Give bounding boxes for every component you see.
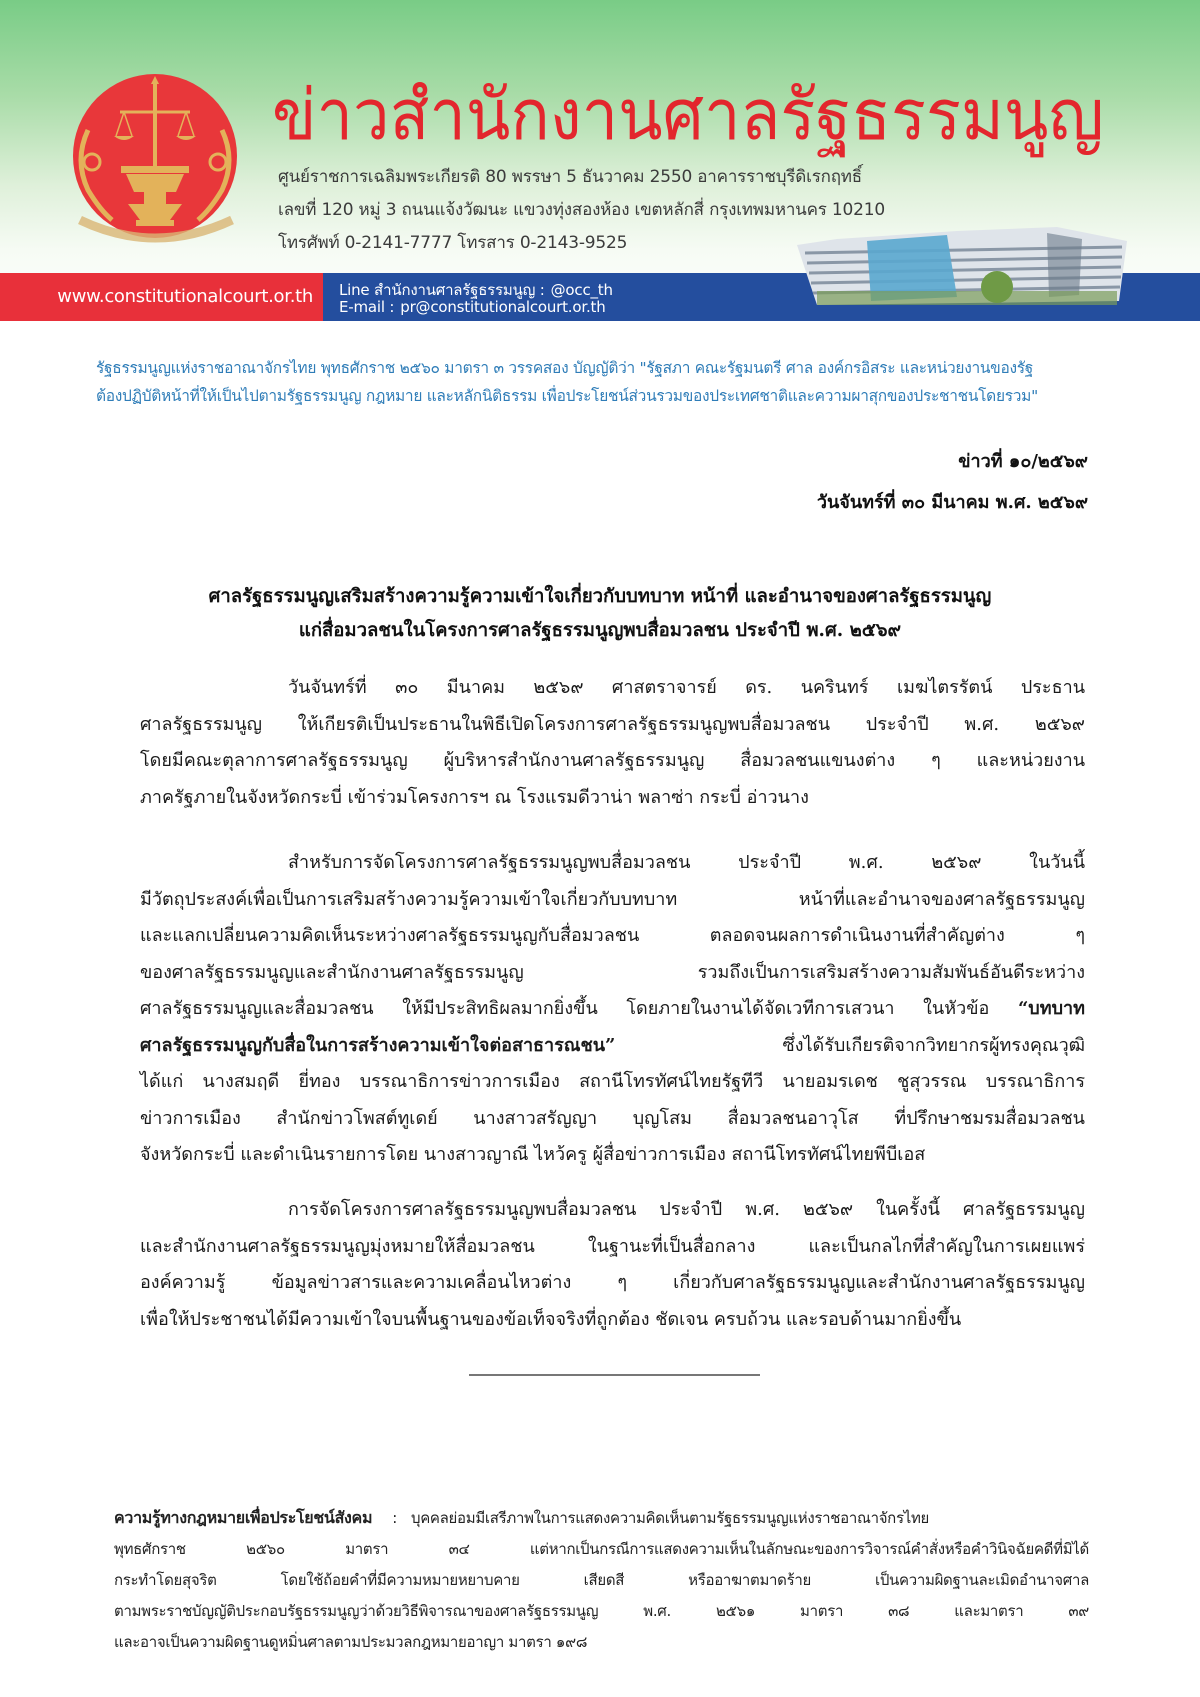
- paragraph-line: มีวัตถุประสงค์เพื่อเป็นการเสริมสร้างความรู้ความเข้าใจเกี่ยวกับบทบาท หน้าที่และอำนาจของศาลรัฐธรรมนูญ: [140, 888, 1085, 910]
- paragraph-line: และสำนักงานศาลรัฐธรรมนูญมุ่งหมายให้สื่อมวลชน ในฐานะที่เป็นสื่อกลาง และเป็นกลไกที่สำคัญในการเผยแพร่: [140, 1235, 1085, 1257]
- news-headline: [120, 580, 1080, 648]
- footnote-line: ตามพระราชบัญญัติประกอบรัฐธรรมนูญว่าด้วยวิธีพิจารณาของศาลรัฐธรรมนูญ พ.ศ. ๒๕๖๑ มาตรา ๓๘ และมาตรา ๓๙: [114, 1602, 1089, 1620]
- quote-line-2: ต้องปฏิบัติหน้าที่ให้เป็นไปตามรัฐธรรมนูญ กฎหมาย และหลักนิติธรรม เพื่อประโยชน์ส่วนรวมของประเทศชาติและความผาสุกของประชาชนโดยรวม": [96, 387, 1038, 405]
- end-divider: [469, 1374, 760, 1376]
- news-number: ข่าวที่ ๑๐/๒๕๖๙: [958, 451, 1088, 472]
- constitution-quote: [96, 354, 1116, 410]
- email-contact: [339, 298, 612, 316]
- paragraph-line: ศาลรัฐธรรมนูญ ให้เกียรติเป็นประธานในพิธีเปิดโครงการศาลรัฐธรรมนูญพบสื่อมวลชน ประจำปี พ.ศ. ๒๕๖๙: [140, 713, 1085, 735]
- paragraph-line: เพื่อให้ประชาชนได้มีความเข้าใจบนพื้นฐานของข้อเท็จจริงที่ถูกต้อง ชัดเจน ครบถ้วน และรอบด้านมากยิ่งขึ้น: [140, 1308, 962, 1330]
- footnote-text: บุคคลย่อมมีเสรีภาพในการแสดงความคิดเห็นตามรัฐธรรมนูญแห่งราชอาณาจักรไทย: [410, 1509, 930, 1527]
- seminar-topic-end: ศาลรัฐธรรมนูญกับสื่อในการสร้างความเข้าใจต่อสาธารณชน”: [140, 1034, 616, 1056]
- paragraph-line: โดยมีคณะตุลาการศาลรัฐธรรมนูญ ผู้บริหารสำนักงานศาลรัฐธรรมนูญ สื่อมวลชนแขนงต่าง ๆ และหน่วยงาน: [140, 750, 1085, 771]
- paragraph-line: ข่าวการเมือง สำนักข่าวโพสต์ทูเดย์ นางสาวสรัญญา บุญโสม สื่อมวลชนอาวุโส ที่ปรึกษาชมรมสื่อมวลชน: [140, 1107, 1085, 1129]
- email-label: E-mail :: [339, 298, 395, 316]
- quote-line-1: รัฐธรรมนูญแห่งราชอาณาจักรไทย พุทธศักราช ๒๕๖๐ มาตรา ๓ วรรคสอง บัญญัติว่า "รัฐสภา คณะรัฐมนตรี ศาล องค์กรอิสระ และหน่วยงานของรัฐ: [96, 359, 1034, 377]
- footnote-line: พุทธศักราช ๒๕๖๐ มาตรา ๓๔ แต่หากเป็นกรณีการแสดงความเห็นในลักษณะของการวิจารณ์คำสั่งหรือคำวินิจฉัยคดีที่มิได้: [114, 1540, 1089, 1558]
- footnote-line: กระทำโดยสุจริต โดยใช้ถ้อยคำที่มีความหมายหยาบคาย เสียดสี หรืออาฆาตมาดร้าย เป็นความผิดฐานละเมิดอำนาจศาล: [114, 1571, 1089, 1589]
- header-banner: [0, 0, 1200, 320]
- address-line-2: เลขที่ 120 หมู่ 3 ถนนแจ้งวัฒนะ แขวงทุ่งสองห้อง เขตหลักสี่ กรุงเทพมหานคร 10210: [278, 200, 885, 220]
- org-title: ข่าวสำนักงานศาลรัฐธรรมนูญ: [272, 74, 1104, 156]
- text-normal: ซึ่งได้รับเกียรติจากวิทยากรผู้ทรงคุณวุฒิ: [615, 1034, 1085, 1056]
- news-date: วันจันทร์ที่ ๓๐ มีนาคม พ.ศ. ๒๕๖๙: [816, 492, 1088, 513]
- email-address[interactable]: pr@constitutionalcourt.or.th: [400, 298, 606, 316]
- court-building-image: [797, 225, 1127, 320]
- phone-fax-line: โทรศัพท์ 0-2141-7777 โทรสาร 0-2143-9525: [278, 233, 628, 253]
- court-emblem-logo: [66, 70, 244, 248]
- headline-line-1: ศาลรัฐธรรมนูญเสริมสร้างความรู้ความเข้าใจเกี่ยวกับบทบาท หน้าที่ และอำนาจของศาลรัฐธรรมนูญ: [208, 586, 992, 607]
- text-normal: ศาลรัฐธรรมนูญและสื่อมวลชน ให้มีประสิทธิผลมากยิ่งขึ้น โดยภายในงานได้จัดเวทีการเสวนา ในหัวข้อ: [140, 998, 1018, 1019]
- footnote-label: ความรู้ทางกฎหมายเพื่อประโยชน์สังคม: [114, 1508, 373, 1527]
- website-link[interactable]: www.constitutionalcourt.or.th: [0, 273, 323, 321]
- body-paragraph-3: [140, 1192, 1085, 1338]
- legal-knowledge-footnote: [114, 1502, 1089, 1658]
- paragraph-line: จังหวัดกระบี่ และดำเนินรายการโดย นางสาวญาณี ไหว้ครู ผู้สื่อข่าวการเมือง สถานีโทรทัศน์ไทยพีบีเอส: [140, 1144, 926, 1165]
- paragraph-line: สำหรับการจัดโครงการศาลรัฐธรรมนูญพบสื่อมวลชน ประจำปี พ.ศ. ๒๕๖๙ ในวันนี้: [288, 852, 1085, 873]
- line-id[interactable]: @occ_th: [550, 281, 613, 299]
- headline-line-2: แก่สื่อมวลชนในโครงการศาลรัฐธรรมนูญพบสื่อมวลชน ประจำปี พ.ศ. ๒๕๖๙: [298, 620, 902, 641]
- paragraph-line: [140, 1028, 1085, 1065]
- footnote-line: และอาจเป็นความผิดฐานดูหมิ่นศาลตามประมวลกฎหมายอาญา มาตรา ๑๙๘: [114, 1633, 588, 1651]
- seminar-topic-start: “บทบาท: [1017, 998, 1085, 1019]
- paragraph-line: ได้แก่ นางสมฤดี ยี่ทอง บรรณาธิการข่าวการเมือง สถานีโทรทัศน์ไทยรัฐทีวี นายอมรเดช ชูสุวรรณ บรรณาธิการ: [140, 1071, 1085, 1092]
- footnote-separator: :: [392, 1509, 397, 1527]
- body-paragraph-2: [140, 845, 1085, 1174]
- paragraph-line: และแลกเปลี่ยนความคิดเห็นระหว่างศาลรัฐธรรมนูญกับสื่อมวลชน ตลอดจนผลการดำเนินงานที่สำคัญต่าง ๆ: [140, 925, 1085, 946]
- paragraph-line: วันจันทร์ที่ ๓๐ มีนาคม ๒๕๖๙ ศาสตราจารย์ ดร. นครินทร์ เมฆไตรรัตน์ ประธาน: [288, 677, 1085, 698]
- address-line-1: ศูนย์ราชการเฉลิมพระเกียรติ 80 พรรษา 5 ธันวาคม 2550 อาคารราชบุรีดิเรกฤทธิ์: [278, 167, 862, 187]
- paragraph-line: องค์ความรู้ ข้อมูลข่าวสารและความเคลื่อนไหวต่าง ๆ เกี่ยวกับศาลรัฐธรรมนูญและสำนักงานศาลรัฐธรรมนูญ: [140, 1272, 1085, 1293]
- paragraph-line: ของศาลรัฐธรรมนูญและสำนักงานศาลรัฐธรรมนูญ รวมถึงเป็นการเสริมสร้างความสัมพันธ์อันดีระหว่าง: [140, 961, 1085, 983]
- paragraph-line: [140, 991, 1085, 1028]
- paragraph-line: ภาครัฐภายในจังหวัดกระบี่ เข้าร่วมโครงการฯ ณ โรงแรมดีวาน่า พลาซ่า กระบี่ อ่าวนาง: [140, 786, 809, 808]
- footnote-line: [114, 1502, 1089, 1534]
- line-label: Line สำนักงานศาลรัฐธรรมนูญ :: [339, 281, 545, 299]
- paragraph-line: การจัดโครงการศาลรัฐธรรมนูญพบสื่อมวลชน ประจำปี พ.ศ. ๒๕๖๙ ในครั้งนี้ ศาลรัฐธรรมนูญ: [288, 1199, 1085, 1220]
- body-paragraph-1: [140, 670, 1085, 816]
